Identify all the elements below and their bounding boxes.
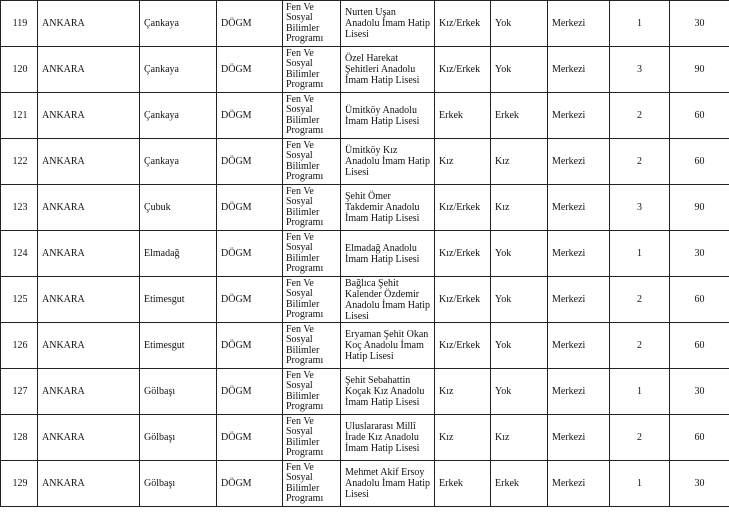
table-row — [1, 369, 729, 415]
unit-cell: DÖGM — [217, 323, 283, 369]
district-cell: Etimesgut — [140, 323, 217, 369]
quota-cell: 30 — [670, 1, 729, 47]
program-cell: Fen Ve Sosyal Bilimler Programı — [283, 415, 341, 461]
district-cell: Çubuk — [140, 185, 217, 231]
quota-cell: 60 — [670, 415, 729, 461]
student-type-cell: Kız — [435, 415, 491, 461]
row-number: 119 — [1, 1, 38, 47]
student-type-cell: Kız — [435, 369, 491, 415]
province-cell: ANKARA — [38, 415, 140, 461]
quota-cell: 60 — [670, 323, 729, 369]
class-count-cell: 2 — [610, 139, 670, 185]
placement-type-cell: Merkezi — [548, 369, 610, 415]
province-cell: ANKARA — [38, 277, 140, 323]
school-name-cell: Mehmet Akif Ersoy Anadolu İmam Hatip Lisesi — [341, 461, 435, 507]
row-number: 125 — [1, 277, 38, 323]
class-count-cell: 1 — [610, 369, 670, 415]
program-cell: Fen Ve Sosyal Bilimler Programı — [283, 185, 341, 231]
class-count-cell: 3 — [610, 185, 670, 231]
table-row — [1, 185, 729, 231]
table-row — [1, 47, 729, 93]
district-cell: Gölbaşı — [140, 369, 217, 415]
student-type-cell: Kız/Erkek — [435, 277, 491, 323]
table-row — [1, 139, 729, 185]
unit-cell: DÖGM — [217, 369, 283, 415]
row-number: 124 — [1, 231, 38, 277]
dormitory-cell: Yok — [491, 277, 548, 323]
unit-cell: DÖGM — [217, 139, 283, 185]
province-cell: ANKARA — [38, 461, 140, 507]
table-row — [1, 415, 729, 461]
row-number: 129 — [1, 461, 38, 507]
program-cell: Fen Ve Sosyal Bilimler Programı — [283, 323, 341, 369]
program-cell: Fen Ve Sosyal Bilimler Programı — [283, 369, 341, 415]
school-name-cell: Elmadağ Anadolu İmam Hatip Lisesi — [341, 231, 435, 277]
unit-cell: DÖGM — [217, 93, 283, 139]
program-cell: Fen Ve Sosyal Bilimler Programı — [283, 1, 341, 47]
unit-cell: DÖGM — [217, 185, 283, 231]
placement-type-cell: Merkezi — [548, 1, 610, 47]
dormitory-cell: Yok — [491, 323, 548, 369]
student-type-cell: Erkek — [435, 93, 491, 139]
row-number: 120 — [1, 47, 38, 93]
dormitory-cell: Kız — [491, 185, 548, 231]
dormitory-cell: Yok — [491, 231, 548, 277]
school-name-cell: Bağlıca Şehit Kalender Özdemir Anadolu İmam Hatip Lisesi — [341, 277, 435, 323]
class-count-cell: 3 — [610, 47, 670, 93]
student-type-cell: Kız/Erkek — [435, 1, 491, 47]
school-name-cell: Eryaman Şehit Okan Koç Anadolu İmam Hatip Lisesi — [341, 323, 435, 369]
unit-cell: DÖGM — [217, 1, 283, 47]
table-row — [1, 93, 729, 139]
district-cell: Gölbaşı — [140, 461, 217, 507]
province-cell: ANKARA — [38, 47, 140, 93]
quota-cell: 60 — [670, 277, 729, 323]
class-count-cell: 2 — [610, 415, 670, 461]
program-cell: Fen Ve Sosyal Bilimler Programı — [283, 461, 341, 507]
dormitory-cell: Erkek — [491, 461, 548, 507]
quota-cell: 30 — [670, 369, 729, 415]
placement-type-cell: Merkezi — [548, 93, 610, 139]
school-name-cell: Nurten Uşan Anadolu İmam Hatip Lisesi — [341, 1, 435, 47]
school-name-cell: Ümitköy Kız Anadolu İmam Hatip Lisesi — [341, 139, 435, 185]
school-name-cell: Özel Harekat Şehitleri Anadolu İmam Hatip Lisesi — [341, 47, 435, 93]
province-cell: ANKARA — [38, 369, 140, 415]
province-cell: ANKARA — [38, 323, 140, 369]
student-type-cell: Kız/Erkek — [435, 47, 491, 93]
program-cell: Fen Ve Sosyal Bilimler Programı — [283, 277, 341, 323]
class-count-cell: 2 — [610, 93, 670, 139]
program-cell: Fen Ve Sosyal Bilimler Programı — [283, 93, 341, 139]
placement-type-cell: Merkezi — [548, 323, 610, 369]
placement-type-cell: Merkezi — [548, 461, 610, 507]
district-cell: Çankaya — [140, 47, 217, 93]
quota-cell: 30 — [670, 231, 729, 277]
student-type-cell: Kız/Erkek — [435, 323, 491, 369]
placement-type-cell: Merkezi — [548, 415, 610, 461]
unit-cell: DÖGM — [217, 231, 283, 277]
quota-cell: 30 — [670, 461, 729, 507]
class-count-cell: 2 — [610, 323, 670, 369]
district-cell: Gölbaşı — [140, 415, 217, 461]
table-body — [1, 1, 729, 507]
class-count-cell: 1 — [610, 231, 670, 277]
quota-cell: 90 — [670, 47, 729, 93]
row-number: 126 — [1, 323, 38, 369]
student-type-cell: Erkek — [435, 461, 491, 507]
district-cell: Çankaya — [140, 1, 217, 47]
quota-cell: 60 — [670, 93, 729, 139]
province-cell: ANKARA — [38, 93, 140, 139]
placement-type-cell: Merkezi — [548, 277, 610, 323]
table-row — [1, 1, 729, 47]
district-cell: Çankaya — [140, 139, 217, 185]
unit-cell: DÖGM — [217, 461, 283, 507]
table-row — [1, 323, 729, 369]
placement-type-cell: Merkezi — [548, 185, 610, 231]
unit-cell: DÖGM — [217, 47, 283, 93]
program-cell: Fen Ve Sosyal Bilimler Programı — [283, 139, 341, 185]
row-number: 127 — [1, 369, 38, 415]
dormitory-cell: Yok — [491, 47, 548, 93]
placement-type-cell: Merkezi — [548, 231, 610, 277]
school-name-cell: Şehit Ömer Takdemir Anadolu İmam Hatip Lisesi — [341, 185, 435, 231]
school-name-cell: Şehit Sebahattin Koçak Kız Anadolu İmam Hatip Lisesi — [341, 369, 435, 415]
placement-type-cell: Merkezi — [548, 139, 610, 185]
dormitory-cell: Yok — [491, 1, 548, 47]
quota-cell: 90 — [670, 185, 729, 231]
province-cell: ANKARA — [38, 185, 140, 231]
row-number: 128 — [1, 415, 38, 461]
province-cell: ANKARA — [38, 231, 140, 277]
school-name-cell: Uluslararası Millî İrade Kız Anadolu İmam Hatip Lisesi — [341, 415, 435, 461]
table-row — [1, 277, 729, 323]
dormitory-cell: Kız — [491, 139, 548, 185]
program-cell: Fen Ve Sosyal Bilimler Programı — [283, 231, 341, 277]
student-type-cell: Kız/Erkek — [435, 231, 491, 277]
district-cell: Elmadağ — [140, 231, 217, 277]
table-row — [1, 231, 729, 277]
row-number: 123 — [1, 185, 38, 231]
class-count-cell: 1 — [610, 461, 670, 507]
program-cell: Fen Ve Sosyal Bilimler Programı — [283, 47, 341, 93]
row-number: 121 — [1, 93, 38, 139]
row-number: 122 — [1, 139, 38, 185]
quota-cell: 60 — [670, 139, 729, 185]
student-type-cell: Kız/Erkek — [435, 185, 491, 231]
province-cell: ANKARA — [38, 139, 140, 185]
class-count-cell: 1 — [610, 1, 670, 47]
unit-cell: DÖGM — [217, 415, 283, 461]
dormitory-cell: Erkek — [491, 93, 548, 139]
dormitory-cell: Kız — [491, 415, 548, 461]
district-cell: Çankaya — [140, 93, 217, 139]
class-count-cell: 2 — [610, 277, 670, 323]
student-type-cell: Kız — [435, 139, 491, 185]
province-cell: ANKARA — [38, 1, 140, 47]
school-name-cell: Ümitköy Anadolu İmam Hatip Lisesi — [341, 93, 435, 139]
table-row — [1, 461, 729, 507]
dormitory-cell: Yok — [491, 369, 548, 415]
district-cell: Etimesgut — [140, 277, 217, 323]
placement-type-cell: Merkezi — [548, 47, 610, 93]
unit-cell: DÖGM — [217, 277, 283, 323]
